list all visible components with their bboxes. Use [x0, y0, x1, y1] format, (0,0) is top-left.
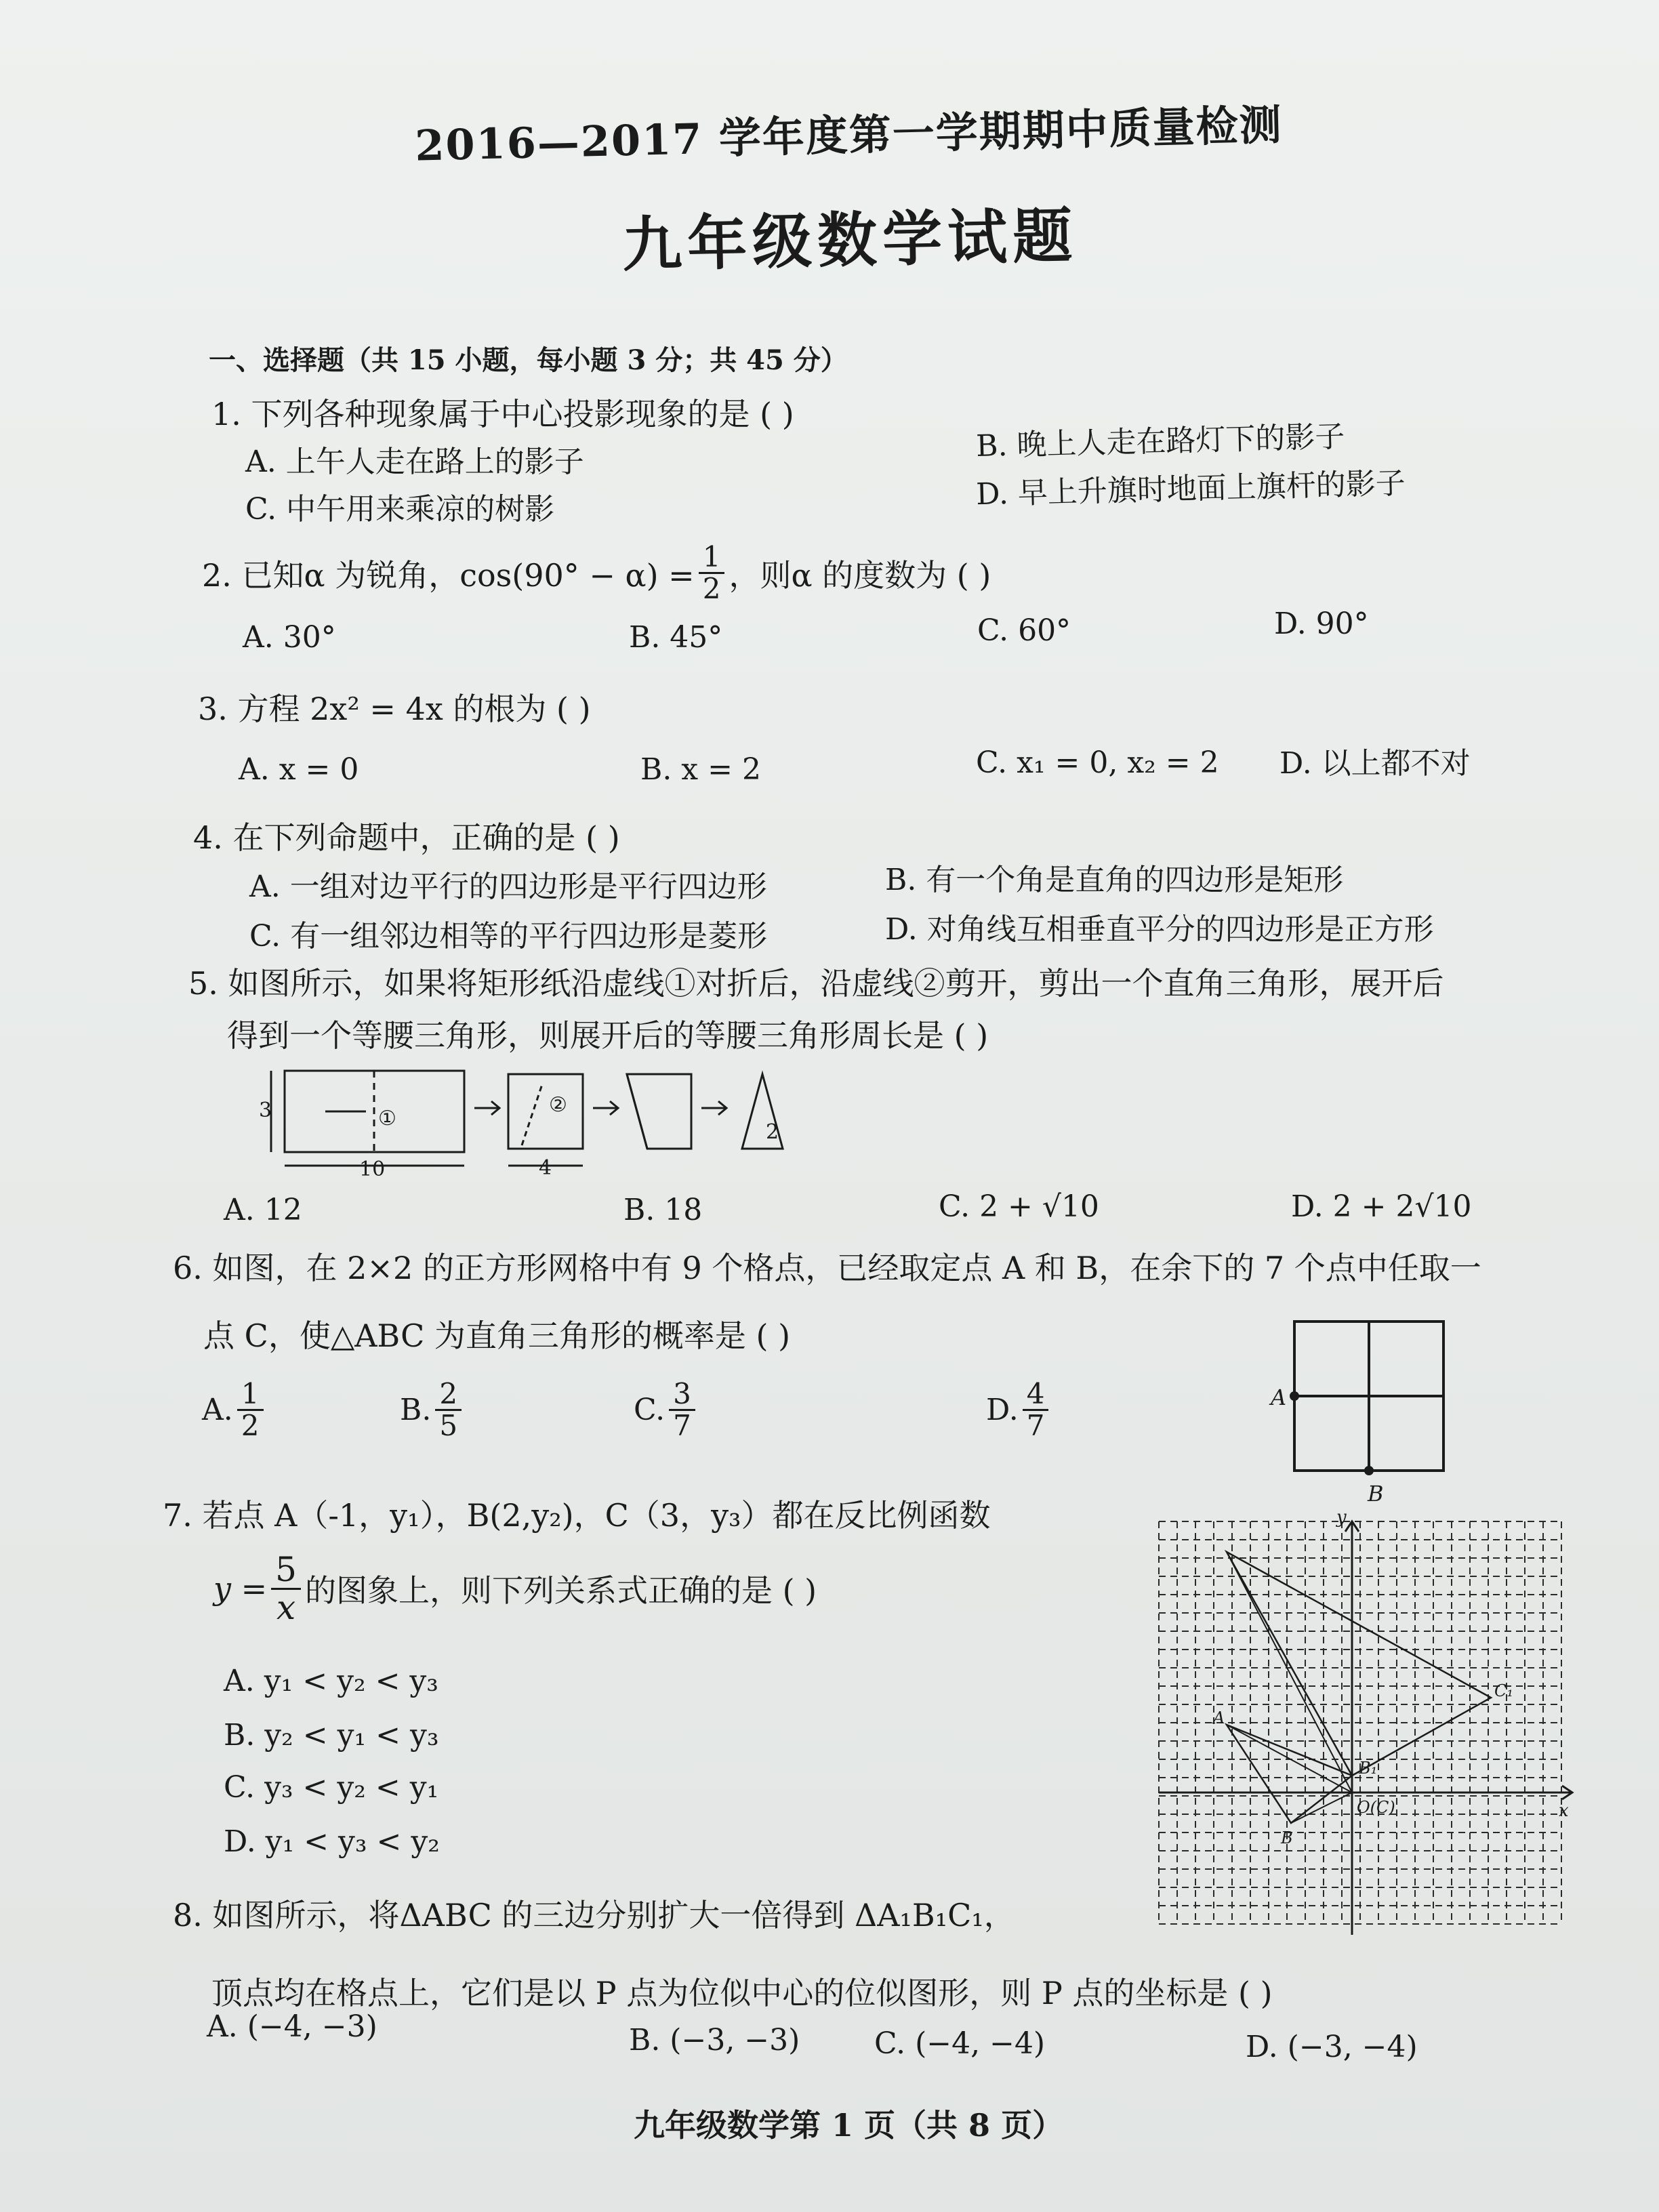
- q6-b-num: 2: [435, 1379, 462, 1411]
- q6-stem-line2: 点 C，使△ABC 为直角三角形的概率是 ( ): [203, 1317, 791, 1354]
- q6-option-d-label: D.: [986, 1393, 1019, 1428]
- q4-option-c: C. 有一组邻边相等的平行四边形是菱形: [249, 919, 768, 954]
- q3-option-a: A. x = 0: [239, 752, 359, 787]
- q7-fraction: [271, 1552, 301, 1625]
- q2-fraction-den: 2: [702, 572, 721, 606]
- q3-option-d: D. 以上都不对: [1279, 746, 1471, 781]
- q5-paper-folding-figure: [258, 1064, 854, 1179]
- q8-option-a: A. (−4, −3): [207, 2009, 377, 2044]
- q1-option-d: D. 早上升旗时地面上旗杆的影子: [975, 466, 1406, 512]
- q7-option-a: A. y₁ < y₂ < y₃: [224, 1664, 438, 1698]
- q7-y-equals: y =: [213, 1570, 268, 1607]
- page-footer: 九年级数学第 1 页（共 8 页）: [634, 2107, 1064, 2144]
- q6-option-d-frac: [1023, 1379, 1049, 1441]
- q4-option-d: D. 对角线互相垂直平分的四边形是正方形: [885, 912, 1434, 947]
- q6-option-a: [202, 1379, 268, 1441]
- q5-label-2: 2: [766, 1120, 779, 1144]
- q6-d-den: 7: [1026, 1409, 1045, 1443]
- section-heading: 一、选择题（共 15 小题，每小题 3 分；共 45 分）: [209, 344, 848, 376]
- q1-option-b: B. 晚上人走在路灯下的影子: [975, 419, 1346, 464]
- q2-fraction: [699, 542, 725, 604]
- q6-option-b-frac: [435, 1379, 462, 1441]
- q7-fraction-den: x: [276, 1587, 296, 1627]
- q7-option-c: C. y₃ < y₂ < y₁: [224, 1770, 439, 1805]
- q6-c-den: 7: [673, 1409, 691, 1443]
- q1-stem: 1. 下列各种现象属于中心投影现象的是 ( ): [211, 396, 794, 432]
- q3-stem: 3. 方程 2x² = 4x 的根为 ( ): [198, 691, 591, 727]
- q6-c-num: 3: [669, 1379, 695, 1411]
- q5-option-b: B. 18: [623, 1193, 703, 1227]
- q4-stem: 4. 在下列命题中，正确的是 ( ): [193, 819, 620, 856]
- q6-option-a-frac: [237, 1379, 264, 1441]
- q7-fraction-num: 5: [271, 1552, 301, 1590]
- q2-stem-post: ，则α 的度数为 ( ): [729, 556, 991, 594]
- q2-fraction-num: 1: [699, 542, 725, 574]
- q6-option-a-label: A.: [202, 1393, 233, 1428]
- q6-d-num: 4: [1023, 1379, 1049, 1411]
- q8-label-origin: O(C): [1357, 1798, 1395, 1817]
- q8-triangle-abc: [1227, 1725, 1352, 1823]
- q6-option-c-frac: [669, 1379, 695, 1441]
- q7-stem-post: 的图象上，则下列关系式正确的是 ( ): [304, 1572, 817, 1609]
- q2-option-b: B. 45°: [629, 620, 723, 655]
- q8-label-x: x: [1559, 1801, 1569, 1821]
- q8-label-y: y: [1336, 1508, 1347, 1528]
- q6-point-b: [1364, 1466, 1374, 1475]
- q8-label-b1: B₁: [1359, 1759, 1378, 1778]
- q6-b-den: 5: [439, 1409, 458, 1443]
- q3-option-b: B. x = 2: [640, 752, 761, 787]
- q7-stem-line2: [213, 1552, 817, 1625]
- q6-a-den: 2: [241, 1409, 260, 1443]
- q6-stem-line1: 6. 如图，在 2×2 的正方形网格中有 9 个格点，已经取定点 A 和 B，在余下的 7 个点中任取一: [173, 1250, 1481, 1286]
- q8-label-b: B: [1281, 1828, 1293, 1847]
- exam-subtitle: 九年级数学试题: [621, 199, 1079, 281]
- q6-option-d: [986, 1379, 1052, 1441]
- q6-label-a: A: [1271, 1385, 1287, 1410]
- q8-option-c: C. (−4, −4): [874, 2026, 1046, 2061]
- q7-stem-line1: 7. 若点 A（-1，y₁），B(2,y₂)，C（3，y₃）都在反比例函数: [163, 1497, 991, 1534]
- q6-a-num: 1: [237, 1379, 264, 1411]
- q6-option-c: [634, 1379, 699, 1441]
- q4-option-a: A. 一组对边平行的四边形是平行四边形: [249, 869, 767, 904]
- q8-stem-line2: 顶点均在格点上，它们是以 P 点为位似中心的位似图形，则 P 点的坐标是 ( ): [211, 1975, 1273, 2011]
- q3-option-c: C. x₁ = 0, x₂ = 2: [976, 745, 1219, 780]
- q8-option-b: B. (−3, −3): [629, 2023, 800, 2057]
- q2-option-d: D. 90°: [1274, 607, 1369, 641]
- q7-option-b: B. y₂ < y₁ < y₃: [224, 1718, 439, 1753]
- q6-option-b: [400, 1379, 466, 1441]
- q2-option-c: C. 60°: [977, 613, 1071, 648]
- q5-circle-1: ①: [378, 1107, 396, 1130]
- q1-option-c: C. 中午用来乘凉的树影: [245, 492, 555, 527]
- q2-stem: [202, 542, 991, 604]
- q6-option-c-label: C.: [634, 1393, 665, 1428]
- q8-label-c1: C₁: [1494, 1681, 1513, 1700]
- exam-title: 2016—2017 学年度第一学期期中质量检测: [414, 100, 1284, 171]
- q5-option-d: D. 2 + 2√10: [1291, 1189, 1472, 1224]
- q5-option-c: C. 2 + √10: [939, 1189, 1099, 1224]
- q6-label-b: B: [1368, 1481, 1384, 1507]
- q5-stem-line2: 得到一个等腰三角形，则展开后的等腰三角形周长是 ( ): [227, 1017, 989, 1054]
- q5-stem-line1: 5. 如图所示，如果将矩形纸沿虚线①对折后，沿虚线②剪开，剪出一个直角三角形，展开后: [188, 965, 1444, 1002]
- q1-option-a: A. 上午人走在路上的影子: [245, 445, 584, 479]
- q8-label-a: A: [1213, 1708, 1225, 1727]
- q2-option-a: A. 30°: [243, 620, 336, 655]
- q5-label-3: 3: [259, 1099, 272, 1122]
- q7-option-d: D. y₁ < y₃ < y₂: [224, 1824, 440, 1859]
- q6-point-a: [1290, 1391, 1299, 1401]
- q6-grid-figure: [1261, 1308, 1464, 1511]
- q5-circle-2: ②: [549, 1093, 567, 1117]
- q5-cut-line: [522, 1084, 542, 1145]
- q5-option-a: A. 12: [224, 1193, 302, 1227]
- q6-option-b-label: B.: [400, 1393, 432, 1428]
- q8-coordinate-figure: [1145, 1508, 1579, 1942]
- q8-option-d: D. (−3, −4): [1246, 2030, 1418, 2064]
- q2-stem-pre: 2. 已知α 为锐角，cos(90° − α) =: [202, 556, 695, 594]
- q8-stem-line1: 8. 如图所示，将ΔABC 的三边分别扩大一倍得到 ΔA₁B₁C₁，: [173, 1897, 1015, 1933]
- q4-option-b: B. 有一个角是直角的四边形是矩形: [885, 863, 1344, 897]
- q5-label-10: 10: [359, 1158, 386, 1179]
- q5-label-4: 4: [539, 1156, 552, 1179]
